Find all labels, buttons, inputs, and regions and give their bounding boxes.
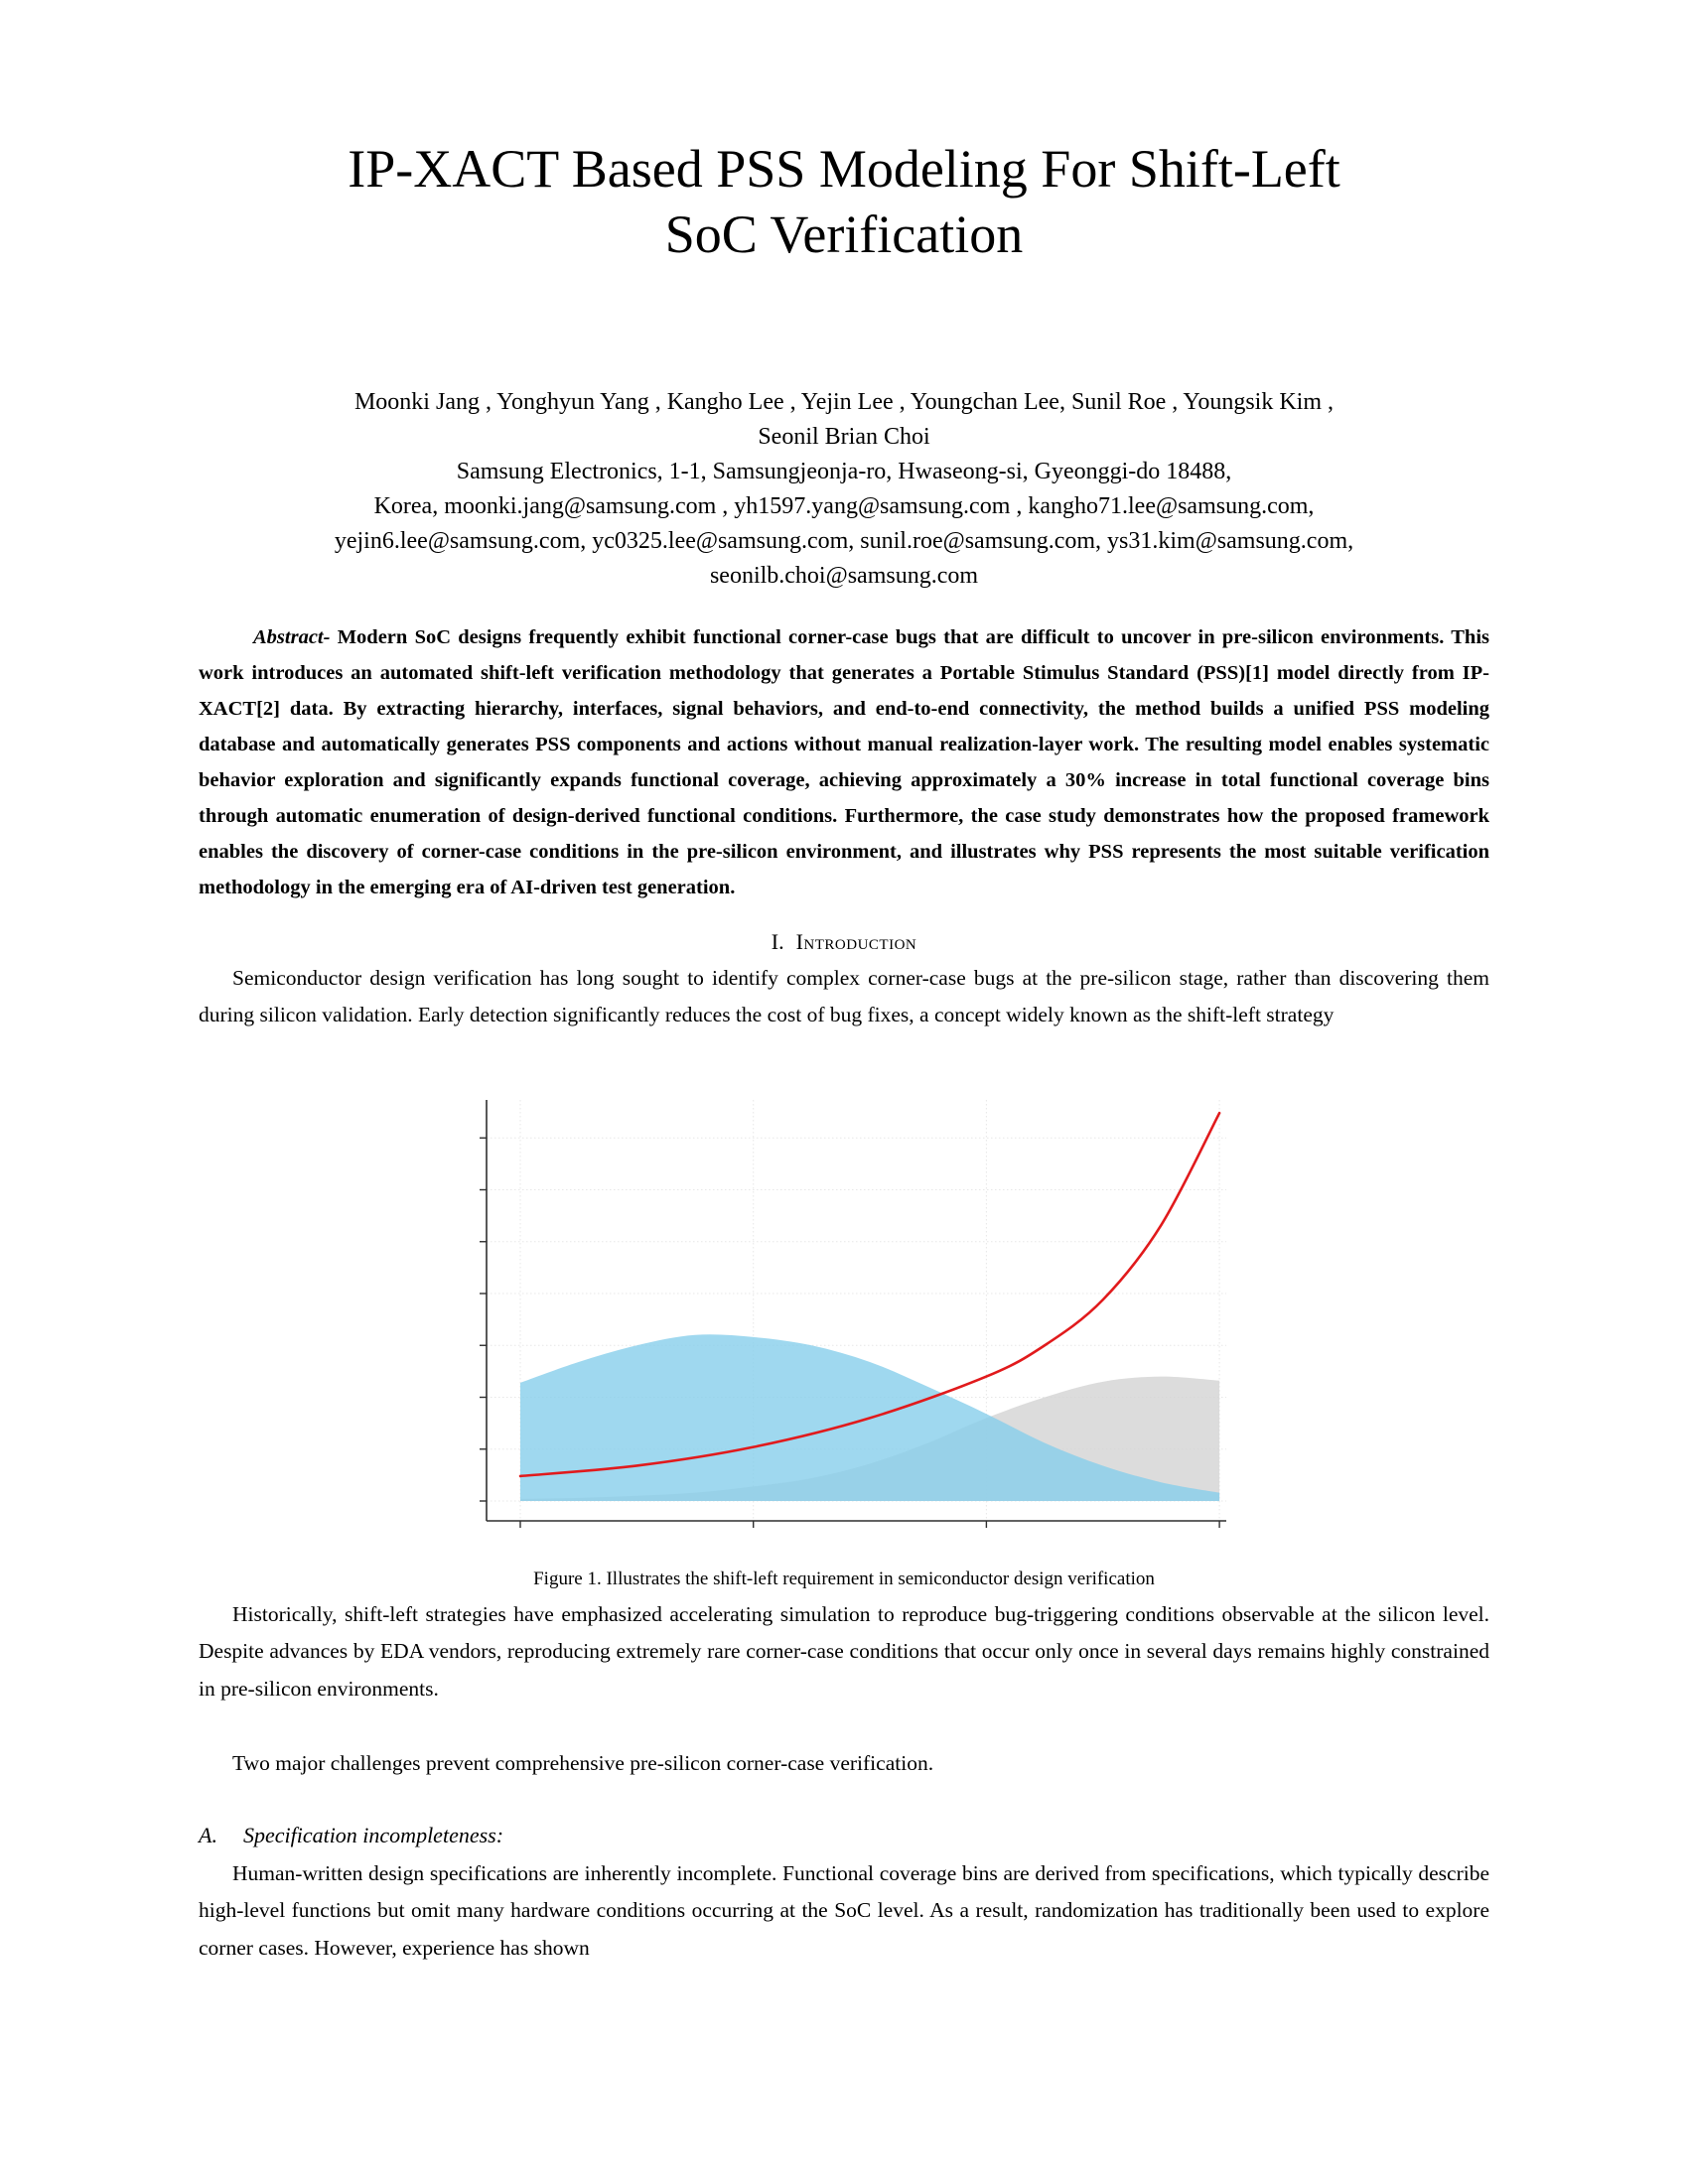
email-line: Korea, moonki.jang@samsung.com , yh1597.yang@samsung.com , kangho71.lee@samsung.com, xyxy=(373,492,1315,519)
paper-title xyxy=(199,137,1489,268)
paper-title-line2: SoC Verification xyxy=(664,204,1024,264)
intro-paragraph-1: Semiconductor design verification has long sought to identify complex corner-case bugs at the pre-silicon stage, rather than discovering them during silicon validation. Early detection significantly reduces the cost of bug fixes, a concept widely known as the shift-left strategy xyxy=(199,965,1489,1027)
abstract-text: Modern SoC designs frequently exhibit functional corner-case bugs that are difficult to uncover in pre-silicon environments. This work introduces an automated shift-left verification methodology that generates a Portable Stimulus Standard (PSS)[1] model directly from IP-XACT[2] data. By extracting hierarchy, interfaces, signal behaviors, and end-to-end connectivity, the method builds a unified PSS modeling database and automatically generates PSS components and actions without manual realization-layer work. The resulting model enables systematic behavior exploration and significantly expands functional coverage, achieving approximately a 30% increase in total functional coverage bins through automatic enumeration of design-derived functional conditions. Furthermore, the case study demonstrates how the proposed framework enables the discovery of corner-case conditions in the pre-silicon environment, and illustrates why PSS represents the most suitable verification methodology in the emerging era of AI-driven test generation. xyxy=(199,625,1489,898)
section-title: Introduction xyxy=(795,928,917,954)
figure-1-caption: Figure 1. Illustrates the shift-left requirement in semiconductor design verification xyxy=(533,1568,1155,1589)
abstract-label: Abstract- xyxy=(253,625,331,648)
affiliation-line: Samsung Electronics, 1-1, Samsungjeonja-ro, Hwaseong-si, Gyeonggi-do 18488, xyxy=(456,458,1232,484)
subsection-a-title: Specification incompleteness: xyxy=(242,1822,504,1847)
author-line: Seonil Brian Choi xyxy=(758,423,930,450)
email-line: seonilb.choi@samsung.com xyxy=(709,562,979,589)
author-block xyxy=(199,385,1489,594)
subsection-a-heading xyxy=(199,1823,1489,1848)
intro-paragraph-2: Historically, shift-left strategies have emphasized accelerating simulation to reproduce bug-triggering conditions observable at the silicon level. Despite advances by EDA vendors, reproducing extremely rare corner-case conditions that occur only once in several days remains highly constrained in pre-silicon environments. xyxy=(199,1601,1489,1701)
subsection-a-label: A. xyxy=(199,1822,217,1847)
section-heading-introduction xyxy=(199,929,1489,955)
abstract-paragraph xyxy=(199,619,1489,905)
figure-1 xyxy=(199,1042,1489,1590)
author-line: Moonki Jang , Yonghyun Yang , Kangho Lee , Yejin Lee , Youngchan Lee, Sunil Roe , Youngsik Kim , xyxy=(353,388,1335,415)
section-numeral: I. xyxy=(771,928,784,954)
email-line: yejin6.lee@samsung.com, yc0325.lee@samsung.com, sunil.roe@samsung.com, ys31.kim@samsung.com, xyxy=(334,527,1354,554)
intro-paragraph-3: Two major challenges prevent comprehensive pre-silicon corner-case verification. xyxy=(232,1751,934,1776)
figure-1-chart xyxy=(412,1042,1276,1569)
intro-paragraph-4: Human-written design specifications are inherently incomplete. Functional coverage bins are derived from specifications, which typically describe high-level functions but omit many hardware conditions occurring at the SoC level. As a result, randomization has traditionally been used to explore corner cases. However, experience has shown xyxy=(199,1860,1489,1960)
paper-title-line1: IP-XACT Based PSS Modeling For Shift-Left xyxy=(348,139,1340,199)
